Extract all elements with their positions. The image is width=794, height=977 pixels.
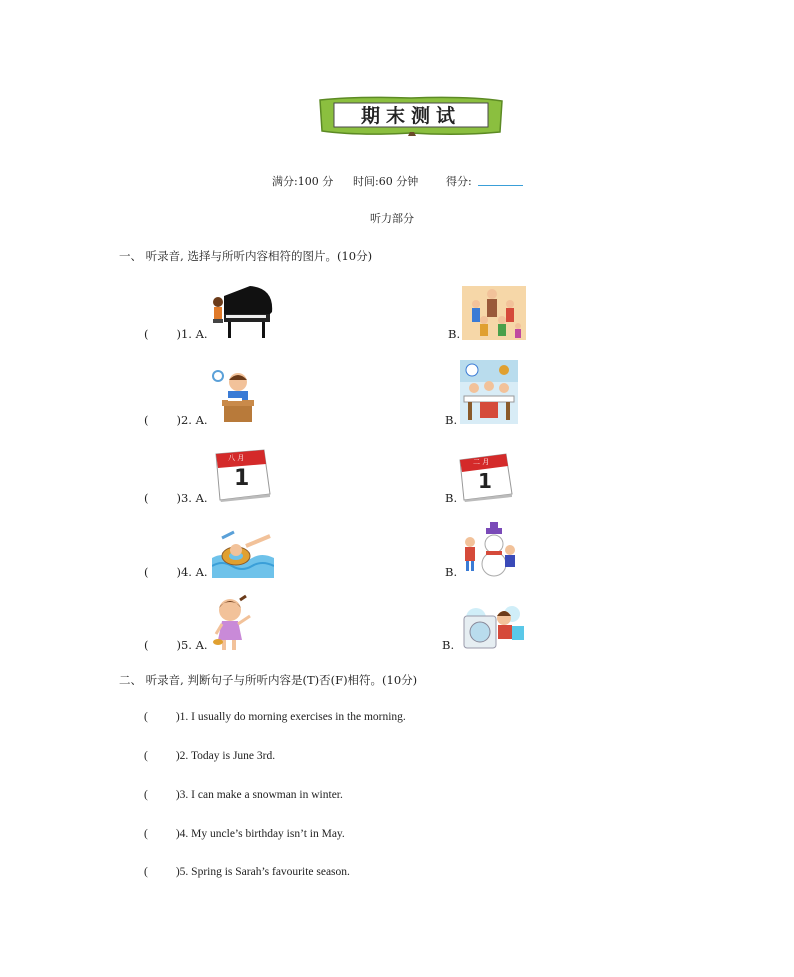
part2-heading: 二、 听录音, 判断句子与所听内容是(T)否(F)相符。(10分) [119,673,418,687]
family-icon [462,286,526,340]
part1-item-1-b[interactable]: B. [448,327,461,341]
calendar-b-day: 1 [478,469,492,493]
page-title: 期末测试 [360,105,461,127]
girl-icon [210,594,256,652]
snowman-icon [460,520,518,578]
time-label: 时间:60 分钟 [353,175,419,188]
part1-item-2-b[interactable]: B. [445,413,458,427]
calendar-a-month: 八 月 [228,454,245,462]
part2-item-2[interactable]: ( )2. Today is June 3rd. [144,750,276,762]
part2-item-3[interactable]: ( )3. I can make a snowman in winter. [144,789,343,801]
part1-item-4[interactable]: ( )4. A. [144,565,208,579]
boy-at-desk-icon [210,368,260,424]
part1-item-5[interactable]: ( )5. A. [144,638,208,652]
part1-item-2[interactable]: ( )2. A. [144,413,208,427]
calendar-february-icon [458,452,514,502]
part2-item-5[interactable]: ( )5. Spring is Sarah’s favourite season. [144,866,350,878]
part1-item-3-b[interactable]: B. [445,491,458,505]
calendar-b-month: 二 月 [473,458,490,466]
part2-item-4[interactable]: ( )4. My uncle’s birthday isn’t in May. [144,828,345,840]
dinner-table-icon [460,360,518,424]
swimming-icon [212,528,274,578]
part1-item-1[interactable]: ( )1. A. [144,327,208,341]
title-banner [318,96,504,140]
calendar-a-day: 1 [234,466,250,491]
part2-item-1[interactable]: ( )1. I usually do morning exercises in the morning. [144,711,406,723]
full-score-label: 满分:100 分 [272,175,334,188]
score-label: 得分: [446,175,472,188]
washing-machine-icon [456,600,528,650]
part1-item-5-b[interactable]: B. [442,638,455,652]
piano-icon [210,282,276,340]
calendar-august-icon [212,448,272,502]
part1-item-4-b[interactable]: B. [445,565,458,579]
part1-heading: 一、 听录音, 选择与所听内容相符的图片。(10分) [119,249,373,263]
score-blank[interactable] [478,185,523,186]
part1-item-3[interactable]: ( )3. A. [144,491,208,505]
section-title: 听力部分 [370,212,414,225]
